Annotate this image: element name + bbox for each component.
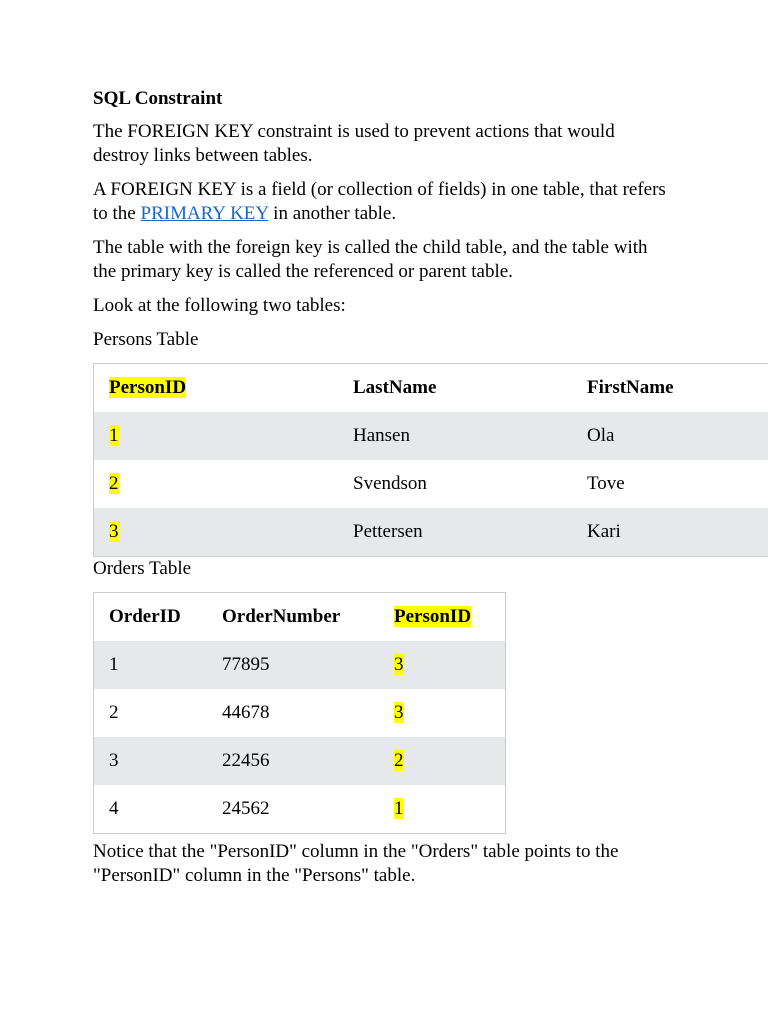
highlighted-value: 2 xyxy=(394,750,404,771)
table-cell xyxy=(379,689,506,737)
table-cell: Kari xyxy=(572,508,768,557)
paragraph-child-parent-table: The table with the foreign key is called the child table, and the table with the primary key is called the referenced or parent table. xyxy=(93,237,648,282)
table-row xyxy=(94,785,506,834)
document-title: SQL Constraint xyxy=(93,88,223,109)
persons-table xyxy=(93,363,768,557)
table-cell: Hansen xyxy=(338,412,572,460)
table-row xyxy=(94,412,768,460)
table-cell: 24562 xyxy=(222,798,270,819)
highlighted-header: PersonID xyxy=(109,377,187,398)
header-cell: OrderID xyxy=(109,606,181,627)
header-cell: LastName xyxy=(353,377,437,398)
header-cell: FirstName xyxy=(587,377,674,398)
paragraph-text-after-link: in another table. xyxy=(268,203,397,224)
table-cell: 4 xyxy=(109,798,119,819)
table-row xyxy=(94,737,506,785)
paragraph-text-before-link: A FOREIGN KEY is a field (or collection of fields) in one table, that refers to the xyxy=(93,179,666,224)
highlighted-value: 1 xyxy=(394,798,404,819)
highlighted-value: 3 xyxy=(394,702,404,723)
header-cell xyxy=(379,593,506,642)
table-cell xyxy=(94,412,339,460)
table-cell: Pettersen xyxy=(338,508,572,557)
persons-table-caption: Persons Table xyxy=(93,329,199,350)
table-cell: 1 xyxy=(94,641,208,689)
document-page xyxy=(93,87,768,898)
table-cell: Svendson xyxy=(353,473,427,494)
table-cell xyxy=(379,737,506,785)
table-row xyxy=(94,689,506,737)
highlighted-value: 3 xyxy=(109,521,119,542)
table-header-row xyxy=(94,593,506,642)
orders-table-caption: Orders Table xyxy=(93,558,192,579)
highlighted-value: 1 xyxy=(109,425,119,446)
table-row xyxy=(94,508,768,557)
table-cell: 2 xyxy=(109,702,119,723)
table-cell: 77895 xyxy=(207,641,379,689)
table-cell xyxy=(94,460,339,508)
orders-table xyxy=(93,592,506,834)
paragraph-notice: Notice that the "PersonID" column in the "Orders" table points to the "PersonID" column in the "Persons" table. xyxy=(93,841,619,886)
highlighted-value: 3 xyxy=(394,654,404,675)
table-cell xyxy=(94,508,339,557)
highlighted-header: PersonID xyxy=(394,606,472,627)
table-cell: 22456 xyxy=(207,737,379,785)
primary-key-link[interactable]: PRIMARY KEY xyxy=(140,203,269,224)
paragraph-look-at-tables: Look at the following two tables: xyxy=(93,295,346,316)
table-row xyxy=(94,641,506,689)
table-cell: 3 xyxy=(94,737,208,785)
header-cell xyxy=(94,364,339,413)
paragraph-foreign-key-purpose: The FOREIGN KEY constraint is used to prevent actions that would destroy links between tables. xyxy=(93,121,615,166)
paragraph-foreign-key-definition xyxy=(93,178,673,226)
highlighted-value: 2 xyxy=(109,473,119,494)
table-cell xyxy=(379,641,506,689)
table-cell: Ola xyxy=(572,412,768,460)
table-cell xyxy=(379,785,506,834)
table-cell: Tove xyxy=(587,473,625,494)
table-cell: 44678 xyxy=(222,702,270,723)
table-header-row xyxy=(94,364,768,413)
header-cell: OrderNumber xyxy=(222,606,341,627)
table-row xyxy=(94,460,768,508)
